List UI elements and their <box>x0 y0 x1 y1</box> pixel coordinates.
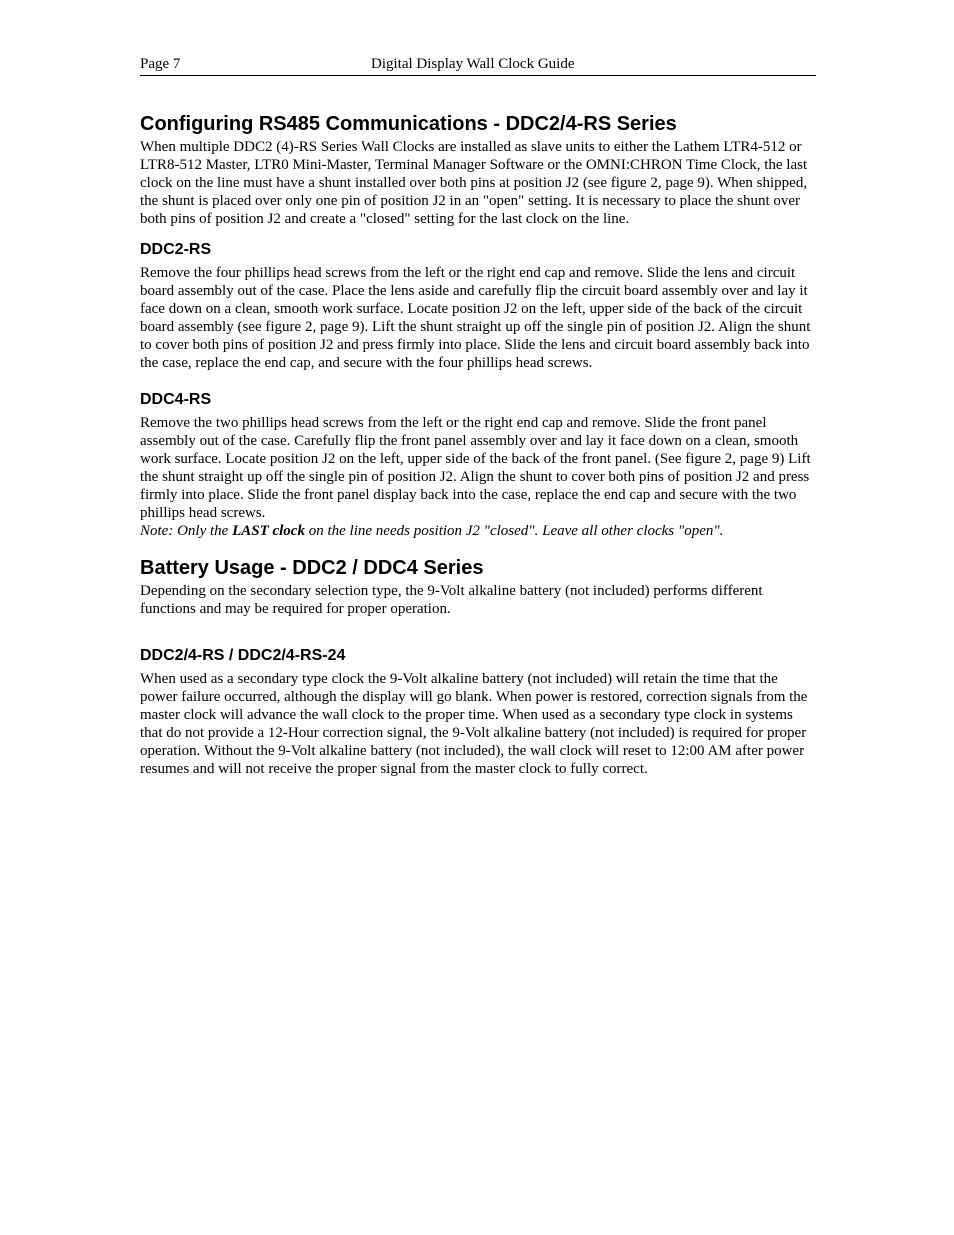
subsection-heading-ddc2-rs: DDC2-RS <box>140 241 212 258</box>
page-number: Page 7 <box>140 56 181 72</box>
page-header <box>140 56 816 76</box>
note-suffix: on the line needs position J2 "closed". Leave all other clocks "open". <box>304 523 724 539</box>
document-title: Digital Display Wall Clock Guide <box>371 56 575 72</box>
section-intro-battery: Depending on the secondary selection type, the 9-Volt alkaline battery (not included) performs different functions and may be required for proper operation. <box>140 583 763 617</box>
subsection-body-ddc2-rs: Remove the four phillips head screws from the left or the right end cap and remove. Slide the lens and circuit board assembly out of the case. Place the lens aside and carefully flip the circuit board assembly over and lay it face down on a clean, smooth work surface. Locate position J2 on the left, upper side of the back of the circuit board assembly (see figure 2, page 9). Lift the shunt straight up off the single pin of position J2. Align the shunt to cover both pins of position J2 and press firmly into place. Slide the lens and circuit board assembly back into the case, replace the end cap, and secure with the four phillips head screws. <box>140 265 811 371</box>
subsection-body-ddc4-rs: Remove the two phillips head screws from the left or the right end cap and remove. Slide the front panel assembly out of the case. Carefully flip the front panel assembly over and lay it face down on a clean, smooth work surface. Locate position J2 on the left, upper side of the back of the front panel. (See figure 2, page 9) Lift the shunt straight up off the single pin of position J2. Align the shunt to cover both pins of position J2 and press firmly into place. Slide the front panel display back into the case, replace the end cap and secure with the two phillips head screws. <box>140 415 811 521</box>
last-clock-note <box>140 522 816 540</box>
note-emphasis: LAST clock <box>232 523 305 539</box>
note-prefix: Note: Only the <box>140 523 233 539</box>
section-heading-rs485: Configuring RS485 Communications - DDC2/4-RS Series <box>140 113 677 135</box>
subsection-heading-ddc4-rs: DDC4-RS <box>140 391 212 408</box>
subsection-heading-ddc24-rs: DDC2/4-RS / DDC2/4-RS-24 <box>140 647 346 664</box>
page-content <box>140 112 816 778</box>
subsection-body-ddc24-rs: When used as a secondary type clock the 9-Volt alkaline battery (not included) will retain the time that the power failure occurred, although the display will go blank. When power is restored, correction signals from the master clock will advance the wall clock to the proper time. When used as a secondary type clock in systems that do not provide a 12-Hour correction signal, the 9-Volt alkaline battery (not included) is required for proper operation. Without the 9-Volt alkaline battery (not included), the wall clock will reset to 12:00 AM after power resumes and will not receive the proper signal from the master clock to fully correct. <box>140 671 808 777</box>
section-heading-battery: Battery Usage - DDC2 / DDC4 Series <box>140 557 484 579</box>
section-intro-rs485: When multiple DDC2 (4)-RS Series Wall Clocks are installed as slave units to either the Lathem LTR4-512 or LTR8-512 Master, LTR0 Mini-Master, Terminal Manager Software or the OMNI:CHRON Time Clock, the last clock on the line must have a shunt installed over both pins at position J2 (see figure 2, page 9). When shipped, the shunt is placed over only one pin of position J2 in an "open" setting. It is necessary to place the shunt over both pins of position J2 and create a "closed" setting for the last clock on the line. <box>140 139 808 227</box>
